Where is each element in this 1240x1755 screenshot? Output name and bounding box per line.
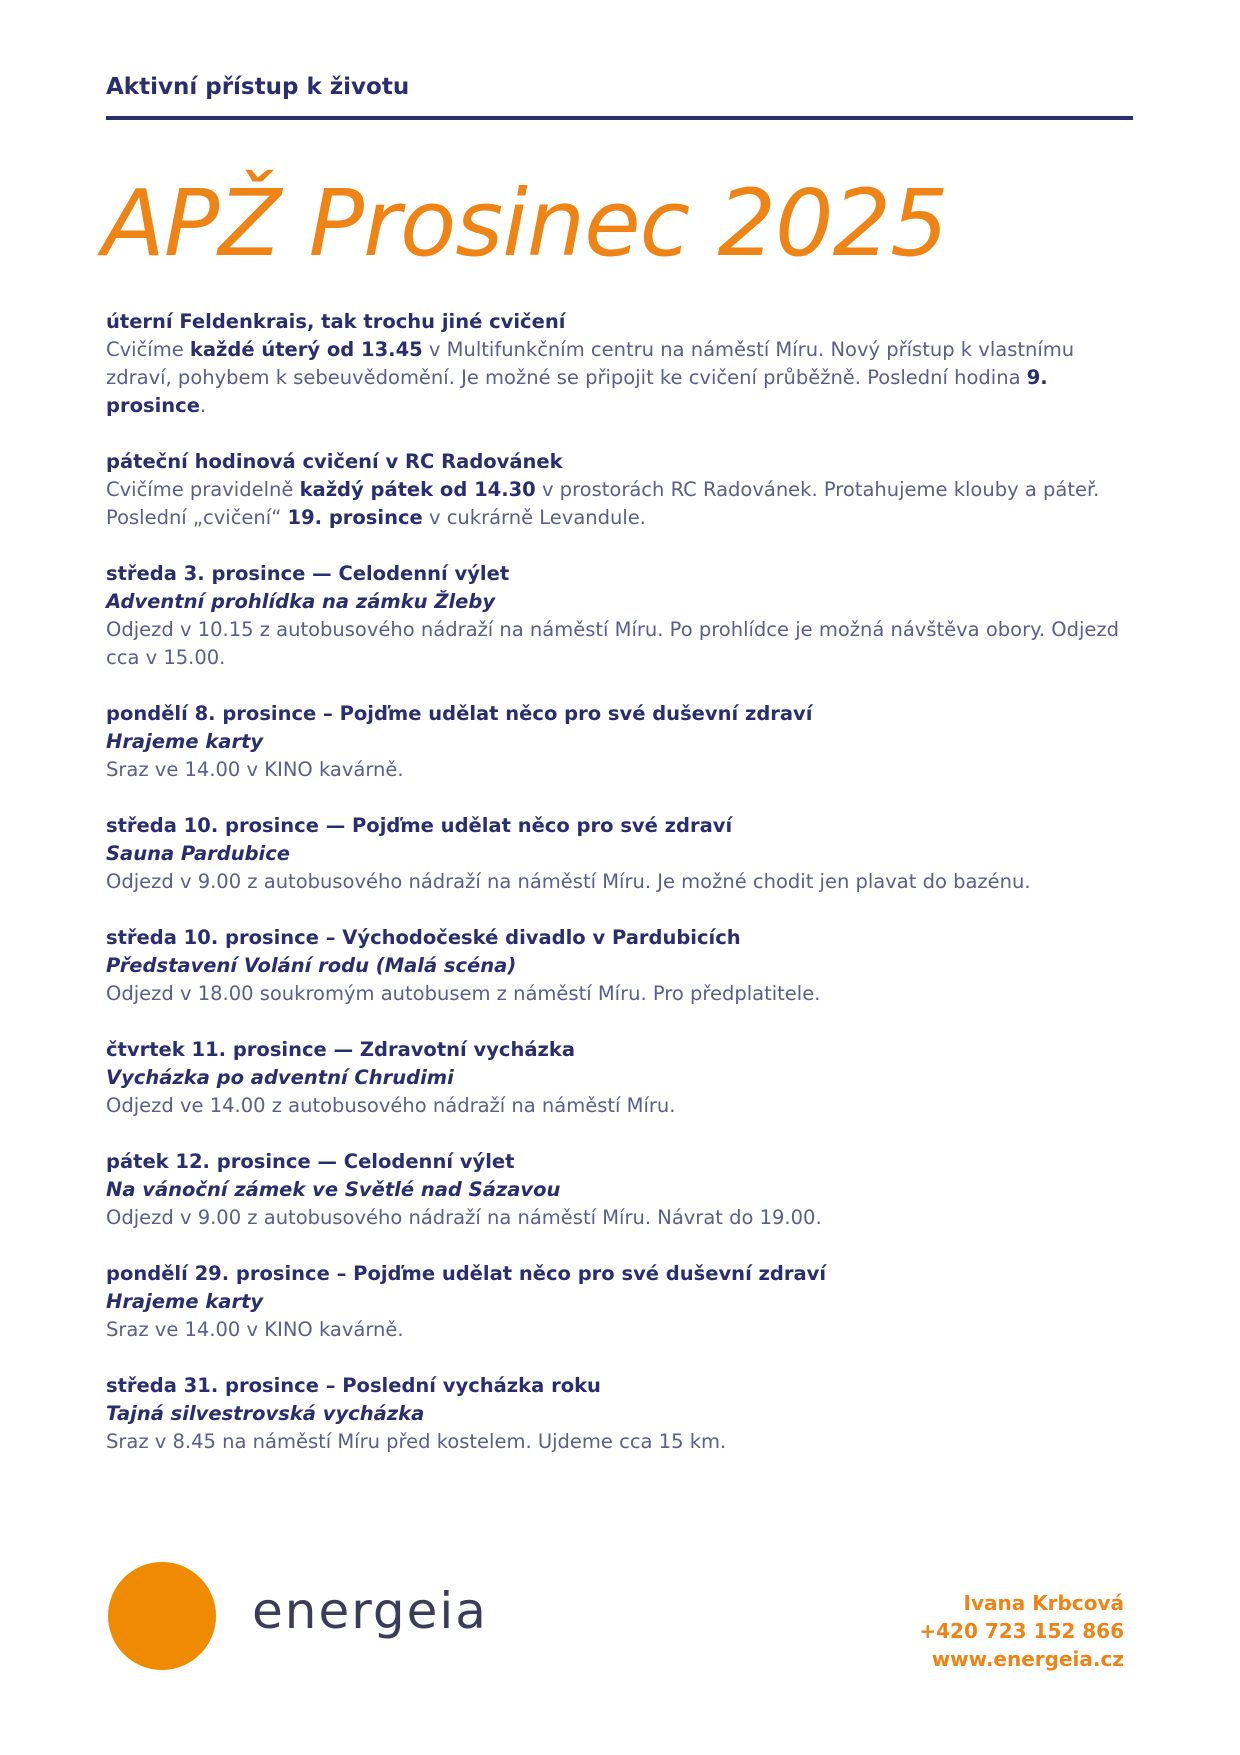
- event-description: [106, 336, 1136, 420]
- event-subtitle: Sauna Pardubice: [106, 842, 291, 865]
- event-description: [106, 616, 1136, 672]
- event-description: [106, 1204, 1136, 1232]
- event-description-text: Cvičíme: [106, 338, 190, 361]
- event-description: [106, 980, 1136, 1008]
- event-description-highlight: 9. prosince: [106, 366, 1048, 417]
- event-description-text: .: [199, 394, 207, 417]
- event-heading: středa 10. prosince — Pojďme udělat něco pro své zdraví: [106, 814, 733, 837]
- event-heading: čtvrtek 11. prosince — Zdravotní vycházka: [106, 1038, 576, 1061]
- event-item: [106, 924, 1136, 1008]
- event-heading: pátek 12. prosince — Celodenní výlet: [106, 1150, 515, 1173]
- event-subtitle: Tajná silvestrovská vycházka: [106, 1402, 425, 1425]
- event-item: [106, 448, 1136, 532]
- event-description: [106, 476, 1136, 532]
- event-subtitle: Adventní prohlídka na zámku Žleby: [106, 590, 496, 613]
- event-list: [106, 308, 1136, 1484]
- event-description-text: v cukrárně Levandule.: [422, 506, 646, 529]
- event-description: [106, 1316, 1136, 1344]
- event-item: [106, 812, 1136, 896]
- logo-text: energeia: [252, 1582, 488, 1640]
- event-description-text: Cvičíme pravidelně: [106, 478, 300, 501]
- event-item: [106, 1372, 1136, 1456]
- event-heading: středa 31. prosince – Poslední vycházka roku: [106, 1374, 601, 1397]
- contact-block: [919, 1589, 1124, 1673]
- event-description-text: v Multifunkčním centru na náměstí Míru. Nový přístup k vlastnímu zdraví, pohybem k sebeuvědomění. Je možné se připojit ke cvičení průběžně. Poslední hodina: [106, 338, 1075, 389]
- header-divider: [106, 116, 1133, 120]
- event-description-text: Odjezd ve 14.00 z autobusového nádraží na náměstí Míru.: [106, 1094, 676, 1117]
- event-heading: pondělí 29. prosince – Pojďme udělat něco pro své duševní zdraví: [106, 1262, 827, 1285]
- event-item: [106, 560, 1136, 672]
- event-description-highlight: 19. prosince: [287, 506, 423, 529]
- contact-name: Ivana Krbcová: [963, 1591, 1124, 1615]
- event-description-text: Odjezd v 9.00 z autobusového nádraží na náměstí Míru. Návrat do 19.00.: [106, 1206, 822, 1229]
- event-item: [106, 308, 1136, 420]
- event-description: [106, 868, 1136, 896]
- event-description-highlight: každé úterý od 13.45: [189, 338, 423, 361]
- energeia-logo-circle: [108, 1562, 216, 1670]
- event-description-highlight: každý pátek od 14.30: [299, 478, 536, 501]
- event-heading: středa 3. prosince — Celodenní výlet: [106, 562, 510, 585]
- event-description-text: Sraz ve 14.00 v KINO kavárně.: [106, 1318, 404, 1341]
- contact-web[interactable]: www.energeia.cz: [931, 1647, 1124, 1671]
- event-subtitle: Hrajeme karty: [106, 730, 264, 753]
- event-description: [106, 1428, 1136, 1456]
- event-heading: úterní Feldenkrais, tak trochu jiné cvičení: [106, 310, 566, 333]
- page-title: APŽ Prosinec 2025: [102, 170, 948, 277]
- event-heading: páteční hodinová cvičení v RC Radovánek: [106, 450, 563, 473]
- contact-phone[interactable]: +420 723 152 866: [919, 1619, 1124, 1643]
- event-item: [106, 1036, 1136, 1120]
- event-subtitle: Vycházka po adventní Chrudimi: [106, 1066, 454, 1089]
- event-description-text: Sraz ve 14.00 v KINO kavárně.: [106, 758, 404, 781]
- event-heading: středa 10. prosince – Východočeské divadlo v Pardubicích: [106, 926, 741, 949]
- event-description-text: Odjezd v 10.15 z autobusového nádraží na náměstí Míru. Po prohlídce je možná návštěva obory. Odjezd cca v 15.00.: [106, 618, 1120, 669]
- event-description: [106, 756, 1136, 784]
- event-description-text: Sraz v 8.45 na náměstí Míru před kostelem. Ujdeme cca 15 km.: [106, 1430, 727, 1453]
- event-heading: pondělí 8. prosince – Pojďme udělat něco pro své duševní zdraví: [106, 702, 813, 725]
- header-title: Aktivní přístup k životu: [106, 74, 410, 100]
- event-subtitle: Hrajeme karty: [106, 1290, 264, 1313]
- event-description: [106, 1092, 1136, 1120]
- event-item: [106, 1148, 1136, 1232]
- event-item: [106, 1260, 1136, 1344]
- event-description-text: v prostorách RC Radovánek. Protahujeme klouby a páteř. Poslední „cvičení“: [106, 478, 1100, 529]
- event-item: [106, 700, 1136, 784]
- event-description-text: Odjezd v 18.00 soukromým autobusem z náměstí Míru. Pro předplatitele.: [106, 982, 821, 1005]
- event-description-text: Odjezd v 9.00 z autobusového nádraží na náměstí Míru. Je možné chodit jen plavat do bazénu.: [106, 870, 1031, 893]
- event-subtitle: Představení Volání rodu (Malá scéna): [106, 954, 517, 977]
- event-subtitle: Na vánoční zámek ve Světlé nad Sázavou: [106, 1178, 561, 1201]
